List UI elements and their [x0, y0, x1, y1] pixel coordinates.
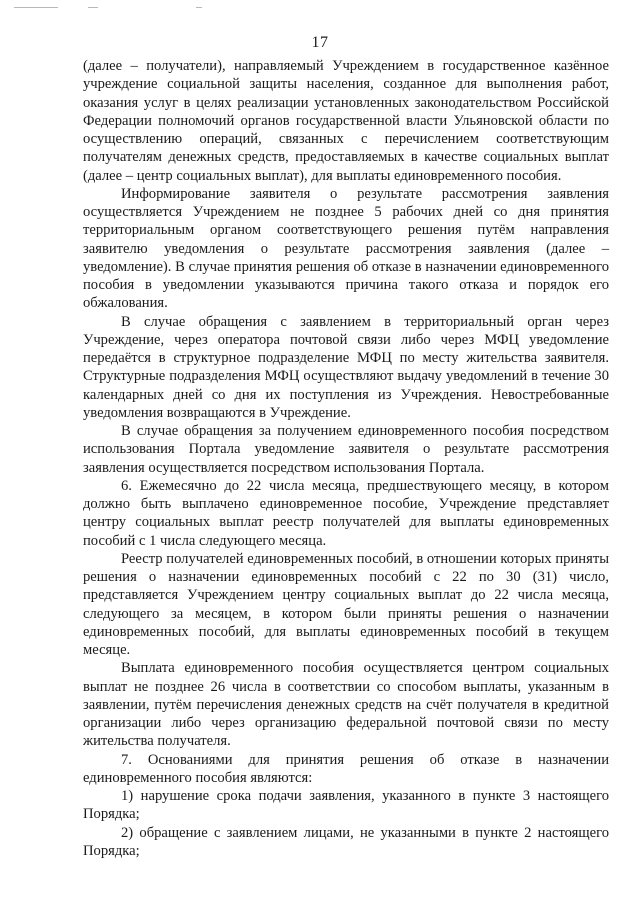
paragraph-item-7-refusal-grounds: 7. Основаниями для принятия решения об отказе в назначении единовременного пособия являются:	[83, 751, 609, 786]
document-body	[83, 57, 609, 860]
paragraph-item-6-monthly-register: 6. Ежемесячно до 22 числа месяца, предшествующего месяцу, в котором должно быть выплачено единовременное пособие, Учреждение представляет центру социальных выплат реестр получателей для выплаты единовременных пособий с 1 числа следующего месяца.	[83, 477, 609, 549]
paragraph-mfc-notification: В случае обращения с заявлением в территориальный орган через Учреждение, через оператора почтовой связи либо через МФЦ уведомление передаётся в структурное подразделение МФЦ по месту жительства заявителя. Структурные подразделения МФЦ осуществляют выдачу уведомлений в течение 30 календарных дней со дня их поступления из Учреждения. Невостребованные уведомления возвращаются в Учреждение.	[83, 313, 609, 421]
paragraph-register-22-31: Реестр получателей единовременных пособий, в отношении которых приняты решения о назначении единовременных пособий с 22 по 30 (31) число, представляется Учреждением центру социальных выплат до 22 числа месяца, следующего за месяцем, в котором были приняты решения о назначении единовременных пособий, для выплаты единовременных пособий в текущем месяце.	[83, 550, 609, 658]
list-item-refusal-1: 1) нарушение срока подачи заявления, указанного в пункте 3 настоящего Порядка;	[83, 788, 609, 823]
page-number: 17	[311, 34, 329, 51]
paragraph-portal-notification: В случае обращения за получением единовременного пособия посредством использования Портала уведомление заявителя о результате рассмотрения заявления осуществляется посредством использования Портала.	[83, 423, 609, 476]
scan-artifact-line	[14, 7, 58, 8]
scan-artifact-dash	[88, 7, 98, 8]
scan-artifact-dot	[196, 7, 202, 8]
paragraph-informing-applicant: Информирование заявителя о результате рассмотрения заявления осуществляется Учреждением не позднее 5 рабочих дней со дня принятия территориальным органом соответствующего решения путём направления заявителю уведомления о результате рассмотрения заявления (далее – уведомление). В случае принятия решения об отказе в назначении единовременного пособия в уведомлении указываются причина такого отказа и порядок его обжалования.	[83, 185, 609, 312]
paragraph-payment-terms: Выплата единовременного пособия осуществляется центром социальных выплат не позднее 26 числа в соответствии со способом выплаты, указанным в заявлении, путём перечисления денежных средств на счёт получателя в кредитной организации либо через организацию федеральной почтовой связи по месту жительства получателя.	[83, 660, 609, 750]
list-item-refusal-2: 2) обращение с заявлением лицами, не указанными в пункте 2 настоящего Порядка;	[83, 824, 609, 859]
paragraph-recipients-continuation: (далее – получатели), направляемый Учреждением в государственное казённое учреждение социальной защиты населения, созданное для выполнения работ, оказания услуг в целях реализации установленных законодательством Российской Федерации полномочий органов государственной власти Ульяновской области по осуществлению операций, связанных с перечислением соответствующим получателям денежных средств, предоставляемых в качестве социальных выплат (далее – центр социальных выплат), для выплаты единовременного пособия.	[83, 58, 609, 184]
